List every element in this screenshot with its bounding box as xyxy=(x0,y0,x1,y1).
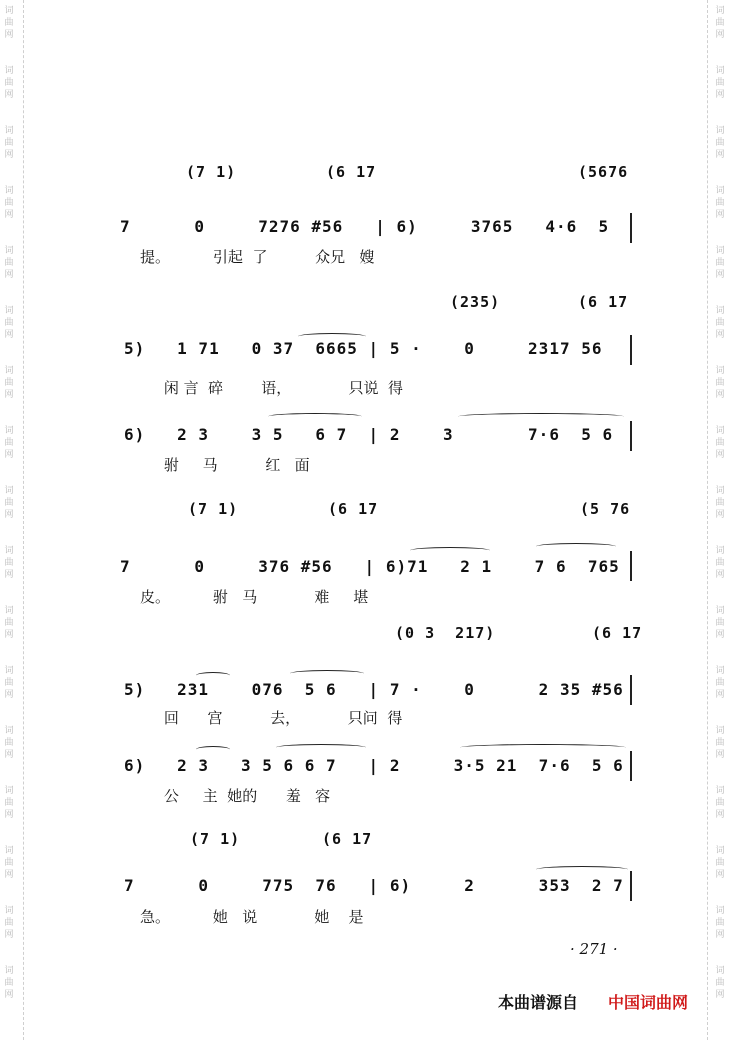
prelude-7a: (7 1) xyxy=(190,830,241,848)
lyrics-line-6: 公 主 她的 羞 容 xyxy=(140,787,331,805)
slur xyxy=(196,746,230,753)
watermark-char: 网 xyxy=(4,510,14,520)
slur xyxy=(298,333,366,340)
watermark-char: 曲 xyxy=(4,498,14,508)
watermark-char: 网 xyxy=(4,870,14,880)
watermark-char: 曲 xyxy=(715,858,725,868)
watermark-char: 词 xyxy=(4,666,14,676)
watermark-char: 网 xyxy=(715,930,725,940)
notation-line-4: 7 0 376 #56 | 6)71 2 1 7 6 765 xyxy=(120,557,620,576)
watermark-char: 词 xyxy=(4,726,14,736)
watermark-char: 网 xyxy=(4,630,14,640)
watermark-char: 网 xyxy=(715,270,725,280)
watermark-char: 曲 xyxy=(4,858,14,868)
watermark-char: 网 xyxy=(715,990,725,1000)
watermark-char: 曲 xyxy=(715,138,725,148)
watermark-char: 网 xyxy=(715,390,725,400)
watermark-char: 词 xyxy=(4,606,14,616)
prelude-4a: (7 1) xyxy=(188,500,239,518)
barline xyxy=(630,675,632,705)
slur xyxy=(410,547,490,554)
barline xyxy=(630,551,632,581)
watermark-char: 词 xyxy=(4,546,14,556)
lyrics-line-5: 回 宫 去， 只问 得 xyxy=(140,709,403,727)
watermark-char: 网 xyxy=(4,30,14,40)
watermark-char: 曲 xyxy=(4,438,14,448)
watermark-char: 曲 xyxy=(715,18,725,28)
watermark-char: 网 xyxy=(715,630,725,640)
watermark-char: 网 xyxy=(715,750,725,760)
prelude-4b: (6 17 xyxy=(328,500,379,518)
watermark-char: 曲 xyxy=(715,738,725,748)
lyrics-line-7: 急。 她 说 她 是 xyxy=(140,908,364,926)
watermark-char: 曲 xyxy=(715,78,725,88)
watermark-char: 曲 xyxy=(4,798,14,808)
prelude-5a: (0 3 217) xyxy=(395,624,496,642)
watermark-char: 曲 xyxy=(4,618,14,628)
watermark-char: 网 xyxy=(715,870,725,880)
watermark-char: 词 xyxy=(4,906,14,916)
footer-site-name: 中国词曲网 xyxy=(608,993,689,1012)
watermark-char: 网 xyxy=(715,690,725,700)
prelude-1c: (5676 xyxy=(578,163,629,181)
notation-line-2: 5) 1 71 0 37 6665 | 5 · 0 2317 56 xyxy=(124,339,603,358)
watermark-char: 曲 xyxy=(715,978,725,988)
watermark-char: 词 xyxy=(715,786,725,796)
lyrics-line-2: 闲 言 碎 语， 只说 得 xyxy=(140,379,404,397)
watermark-char: 曲 xyxy=(4,978,14,988)
watermark-char: 词 xyxy=(4,486,14,496)
watermark-char: 曲 xyxy=(715,378,725,388)
watermark-char: 词 xyxy=(4,186,14,196)
watermark-char: 曲 xyxy=(715,918,725,928)
watermark-char: 词 xyxy=(715,486,725,496)
slur xyxy=(458,413,624,420)
watermark-char: 曲 xyxy=(715,618,725,628)
prelude-2a: (235) xyxy=(450,293,501,311)
watermark-char: 词 xyxy=(715,906,725,916)
watermark-char: 词 xyxy=(715,606,725,616)
barline xyxy=(630,421,632,451)
slur xyxy=(290,670,364,677)
notation-line-7: 7 0 775 76 | 6) 2 353 2 7 xyxy=(124,876,624,895)
watermark-char: 曲 xyxy=(4,318,14,328)
lyrics-line-4: 皮。 驸 马 难 堪 xyxy=(140,588,369,606)
watermark-char: 曲 xyxy=(715,798,725,808)
watermark-char: 网 xyxy=(4,990,14,1000)
watermark-char: 曲 xyxy=(4,918,14,928)
watermark-char: 曲 xyxy=(715,258,725,268)
watermark-char: 曲 xyxy=(4,198,14,208)
watermark-char: 曲 xyxy=(4,258,14,268)
barline xyxy=(630,751,632,781)
watermark-char: 词 xyxy=(715,846,725,856)
watermark-char: 网 xyxy=(715,30,725,40)
watermark-char: 词 xyxy=(715,66,725,76)
watermark-char: 曲 xyxy=(4,78,14,88)
watermark-char: 网 xyxy=(4,570,14,580)
watermark-char: 网 xyxy=(4,690,14,700)
watermark-char: 曲 xyxy=(4,18,14,28)
watermark-char: 曲 xyxy=(4,378,14,388)
watermark-char: 词 xyxy=(715,966,725,976)
watermark-char: 网 xyxy=(4,810,14,820)
slur xyxy=(268,413,362,420)
notation-line-6: 6) 2 3 3 5 6 6 7 | 2 3·5 21 7·6 5 6 xyxy=(124,756,624,775)
watermark-char: 词 xyxy=(4,846,14,856)
watermark-char: 词 xyxy=(4,966,14,976)
footer-source-label: 本曲谱源自 xyxy=(498,993,579,1012)
watermark-char: 词 xyxy=(715,246,725,256)
watermark-char: 网 xyxy=(4,930,14,940)
page-number: · 271 · xyxy=(570,940,618,958)
barline xyxy=(630,213,632,243)
watermark-char: 曲 xyxy=(4,678,14,688)
slur xyxy=(536,543,616,550)
barline xyxy=(630,871,632,901)
watermark-char: 网 xyxy=(4,90,14,100)
watermark-char: 词 xyxy=(4,66,14,76)
slur xyxy=(536,866,628,873)
notation-line-3: 6) 2 3 3 5 6 7 | 2 3 7·6 5 6 xyxy=(124,425,614,444)
watermark-char: 词 xyxy=(715,546,725,556)
slur xyxy=(276,744,366,751)
watermark-char: 曲 xyxy=(715,498,725,508)
watermark-char: 曲 xyxy=(4,138,14,148)
watermark-char: 词 xyxy=(715,666,725,676)
watermark-char: 网 xyxy=(715,150,725,160)
watermark-char: 词 xyxy=(4,426,14,436)
watermark-char: 网 xyxy=(715,510,725,520)
watermark-char: 网 xyxy=(4,150,14,160)
notation-line-5: 5) 231 076 5 6 | 7 · 0 2 35 #56 xyxy=(124,680,624,699)
slur xyxy=(460,744,626,751)
watermark-char: 词 xyxy=(715,426,725,436)
watermark-char: 词 xyxy=(715,126,725,136)
watermark-char: 曲 xyxy=(715,318,725,328)
watermark-char: 词 xyxy=(4,306,14,316)
watermark-char: 网 xyxy=(4,450,14,460)
watermark-char: 词 xyxy=(4,6,14,16)
slur xyxy=(196,672,230,679)
watermark-char: 网 xyxy=(715,90,725,100)
watermark-char: 网 xyxy=(4,270,14,280)
prelude-4c: (5 76 xyxy=(580,500,631,518)
watermark-char: 曲 xyxy=(715,198,725,208)
watermark-char: 网 xyxy=(4,750,14,760)
barline xyxy=(630,335,632,365)
watermark-char: 网 xyxy=(715,330,725,340)
watermark-char: 词 xyxy=(4,246,14,256)
watermark-char: 网 xyxy=(4,330,14,340)
prelude-5b: (6 17 xyxy=(592,624,643,642)
watermark-char: 网 xyxy=(715,810,725,820)
prelude-1a: (7 1) xyxy=(186,163,237,181)
prelude-2b: (6 17 xyxy=(578,293,629,311)
watermark-char: 网 xyxy=(715,210,725,220)
watermark-char: 网 xyxy=(4,390,14,400)
watermark-char: 词 xyxy=(715,306,725,316)
watermark-char: 词 xyxy=(4,786,14,796)
watermark-char: 曲 xyxy=(4,558,14,568)
watermark-char: 词 xyxy=(715,366,725,376)
watermark-char: 词 xyxy=(715,186,725,196)
prelude-7b: (6 17 xyxy=(322,830,373,848)
watermark-char: 曲 xyxy=(715,438,725,448)
watermark-char: 词 xyxy=(715,6,725,16)
watermark-char: 网 xyxy=(4,210,14,220)
watermark-char: 词 xyxy=(4,366,14,376)
lyrics-line-1: 提。 引起 了 众兄 嫂 xyxy=(140,248,375,266)
watermark-char: 网 xyxy=(715,450,725,460)
watermark-char: 曲 xyxy=(715,678,725,688)
watermark-char: 曲 xyxy=(715,558,725,568)
watermark-char: 词 xyxy=(4,126,14,136)
watermark-char: 曲 xyxy=(4,738,14,748)
watermark-char: 网 xyxy=(715,570,725,580)
watermark-char: 词 xyxy=(715,726,725,736)
lyrics-line-3: 驸 马 红 面 xyxy=(140,456,310,474)
prelude-1b: (6 17 xyxy=(326,163,377,181)
notation-line-1: 7 0 7276 #56 | 6) 3765 4·6 5 xyxy=(120,217,610,236)
